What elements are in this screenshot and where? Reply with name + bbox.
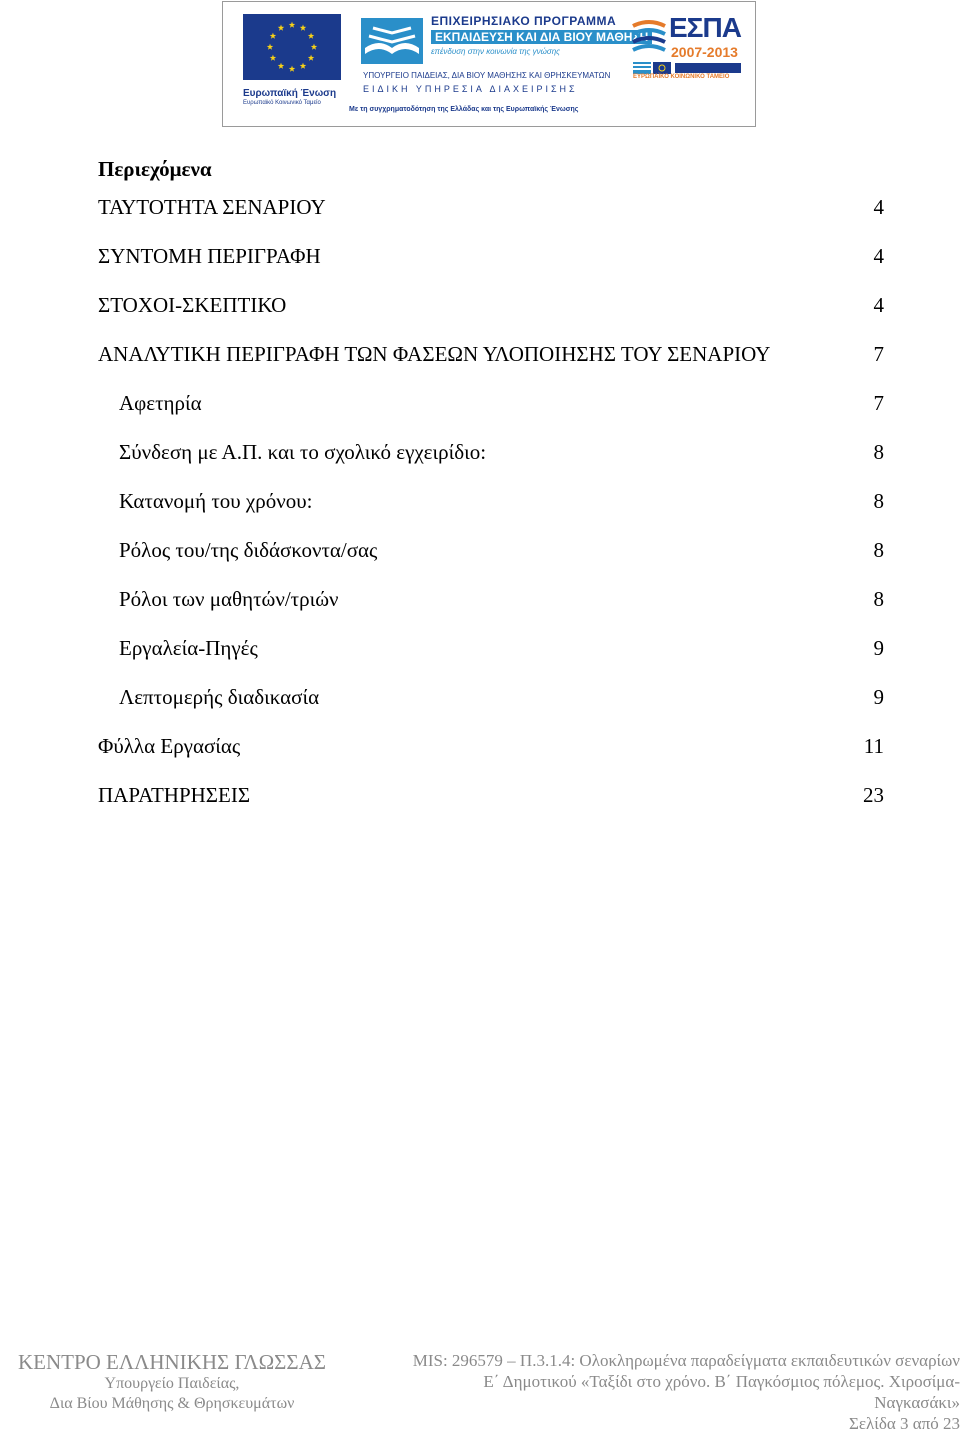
toc-entry-title: Εργαλεία-Πηγές [119, 636, 258, 660]
toc-entry-page: 4 [873, 195, 884, 219]
toc-entry-page: 7 [873, 342, 884, 366]
toc-entry-title: ΣΤΟΧΟΙ-ΣΚΕΠΤΙΚΟ [98, 293, 287, 317]
footer-org-name: ΚΕΝΤΡΟ ΕΛΛΗΝΙΚΗΣ ΓΛΩΣΣΑΣ [17, 1350, 327, 1374]
ministry-block [363, 70, 610, 96]
toc-entry-page: 4 [873, 293, 884, 317]
header-banner [222, 1, 756, 127]
program-book-icon [361, 18, 423, 64]
toc-subentry[interactable] [98, 537, 884, 586]
footer-page-number: Σελίδα 3 από 23 [848, 1414, 960, 1433]
toc-list [98, 194, 884, 831]
eu-logo [243, 14, 343, 107]
toc-entry[interactable] [98, 341, 884, 390]
espa-tagline: ΕΥΡΩΠΑΪΚΟ ΚΟΙΝΩΝΙΚΟ ΤΑΜΕΙΟ [633, 74, 730, 80]
program-title-line1: ΕΠΙΧΕΙΡΗΣΙΑΚΟ ΠΡΟΓΡΑΜΜΑ [431, 14, 617, 28]
footer-ministry-line1: Υπουργείο Παιδείας, [104, 1375, 240, 1392]
footer-project-line2: Ε΄ Δημοτικού «Ταξίδι στο χρόνο. Β΄ Παγκόσμιος πόλεμος. Χιροσίμα- [483, 1372, 960, 1391]
footer-organization [0, 1350, 344, 1414]
toc-subentry[interactable] [98, 586, 884, 635]
toc-entry-page: 8 [873, 440, 884, 464]
toc-heading: Περιεχόμενα [98, 157, 212, 181]
toc-entry-title: Ρόλος του/της διδάσκοντα/σας [119, 538, 378, 562]
footer-ministry-line2: Δια Βίου Μάθησης & Θρησκευμάτων [49, 1395, 295, 1412]
ministry-name: ΥΠΟΥΡΓΕΙΟ ΠΑΙΔΕΙΑΣ, ΔΙΑ ΒΙΟΥ ΜΑΘΗΣΗΣ ΚΑΙ ΘΡΗΣΚΕΥΜΑΤΩΝ [363, 71, 611, 80]
toc-entry-page: 23 [863, 783, 884, 807]
toc-subentry[interactable] [98, 635, 884, 684]
toc-entry-page: 7 [873, 391, 884, 415]
footer-project-line1: MIS: 296579 – Π.3.1.4: Ολοκληρωμένα παραδείγματα εκπαιδευτικών σεναρίων [412, 1351, 960, 1370]
toc-entry-title: Κατανομή του χρόνου: [119, 489, 313, 513]
toc-entry-title: ΤΑΥΤΟΤΗΤΑ ΣΕΝΑΡΙΟΥ [98, 195, 326, 219]
managing-authority: ΕΙΔΙΚΗ ΥΠΗΡΕΣΙΑ ΔΙΑΧΕΙΡΙΣΗΣ [363, 84, 578, 94]
toc-subentry[interactable] [98, 684, 884, 733]
footer-project-info [380, 1350, 960, 1434]
footer-project-line3: Ναγκασάκι» [874, 1393, 960, 1412]
toc-entry-page: 4 [873, 244, 884, 268]
toc-entry-title: ΑΝΑΛΥΤΙΚΗ ΠΕΡΙΓΡΑΦΗ ΤΩΝ ΦΑΣΕΩΝ ΥΛΟΠΟΙΗΣΗΣ ΤΟΥ ΣΕΝΑΡΙΟΥ [98, 342, 771, 366]
program-title-line2: ΕΚΠΑΙΔΕΥΣΗ ΚΑΙ ΔΙΑ ΒΙΟΥ ΜΑΘΗΣΗ [431, 30, 652, 44]
toc-entry[interactable] [98, 733, 884, 782]
program-slogan: επένδυση στην κοινωνία της γνώσης [431, 47, 561, 56]
toc-subentry[interactable] [98, 488, 884, 537]
toc-entry-page: 11 [863, 734, 884, 758]
espa-waves-icon [631, 18, 667, 58]
toc-subentry[interactable] [98, 439, 884, 488]
toc-entry[interactable] [98, 292, 884, 341]
eu-fund-name: Ευρωπαϊκό Κοινωνικό Ταμείο [243, 100, 321, 106]
toc-entry-page: 8 [873, 587, 884, 611]
eu-flag-icon [243, 14, 341, 80]
espa-wordmark: ΕΣΠΑ [669, 12, 741, 43]
eu-name: Ευρωπαϊκή Ένωση [243, 88, 337, 99]
toc-entry-title: ΣΥΝΤΟΜΗ ΠΕΡΙΓΡΑΦΗ [98, 244, 321, 268]
toc-entry[interactable] [98, 782, 884, 831]
toc-entry[interactable] [98, 243, 884, 292]
toc-entry-title: Σύνδεση με Α.Π. και το σχολικό εγχειρίδιο: [119, 440, 487, 464]
flags-icon [633, 62, 743, 74]
toc-entry-title: Ρόλοι των μαθητών/τριών [119, 587, 339, 611]
toc-entry-title: Αφετηρία [119, 391, 202, 415]
toc-entry-title: Λεπτομερής διαδικασία [119, 685, 320, 709]
toc-entry-page: 9 [873, 685, 884, 709]
toc-subentry[interactable] [98, 390, 884, 439]
cofunding-statement: Με τη συγχρηματοδότηση της Ελλάδας και της Ευρωπαϊκής Ένωσης [349, 106, 579, 113]
toc-entry-title: Φύλλα Εργασίας [98, 734, 241, 758]
toc-entry-page: 8 [873, 489, 884, 513]
program-title [431, 14, 652, 58]
toc-entry[interactable] [98, 194, 884, 243]
espa-years: 2007-2013 [671, 44, 738, 60]
toc-entry-page: 9 [873, 636, 884, 660]
toc-entry-page: 8 [873, 538, 884, 562]
toc-entry-title: ΠΑΡΑΤΗΡΗΣΕΙΣ [98, 783, 251, 807]
